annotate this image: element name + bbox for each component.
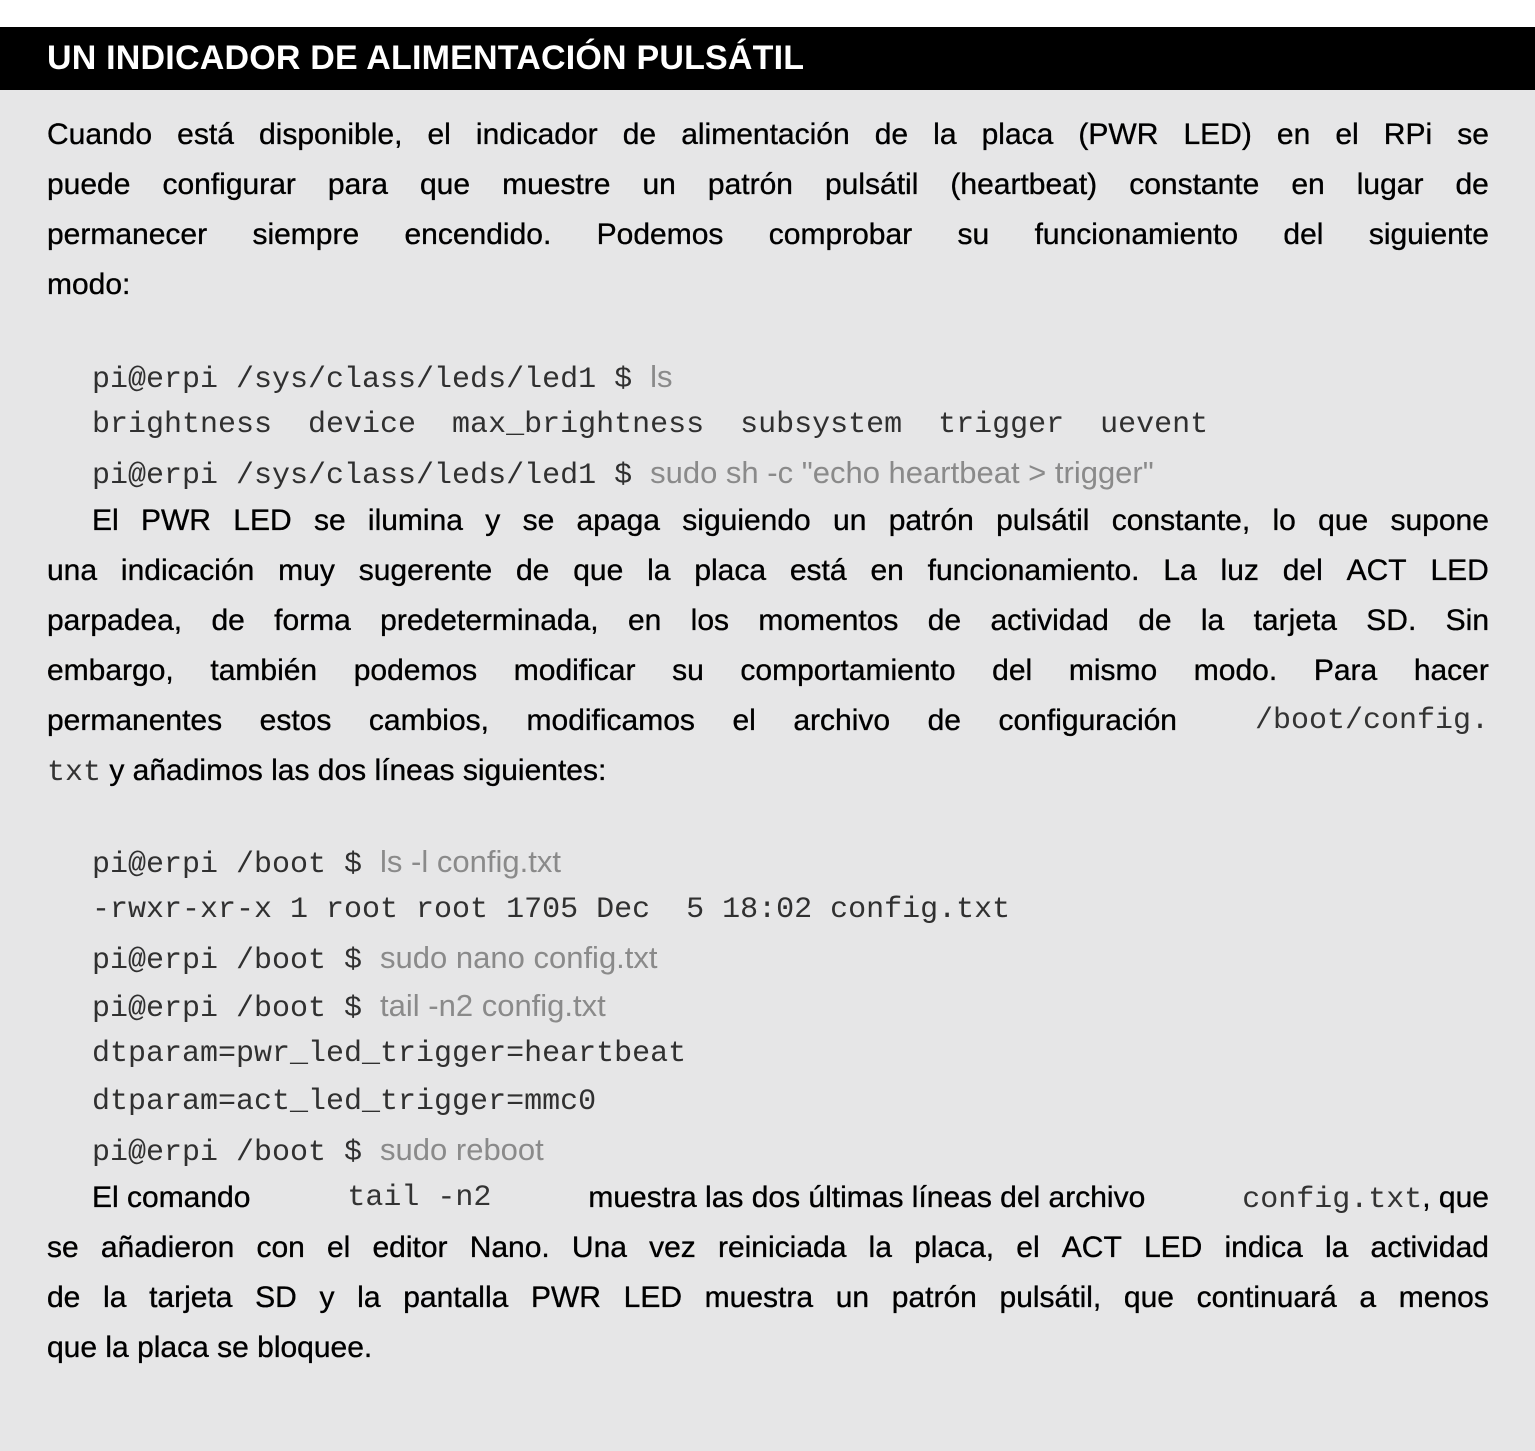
- terminal-prompt: pi@erpi /boot $: [92, 848, 381, 882]
- word: predeterminada,: [380, 604, 599, 637]
- text-line: [47, 210, 1489, 260]
- word: también: [210, 654, 318, 687]
- word: del: [1283, 218, 1324, 251]
- word: a: [1359, 1281, 1377, 1314]
- word: indica: [1224, 1231, 1303, 1264]
- file-path: /boot/config.: [1254, 704, 1489, 738]
- word: siguiendo: [682, 504, 811, 537]
- word: pantalla: [403, 1281, 509, 1314]
- word: LED): [1183, 118, 1252, 151]
- word: comportamiento: [740, 654, 956, 687]
- word: patrón: [891, 1281, 977, 1314]
- word: siguiente: [1368, 218, 1489, 251]
- word: está: [177, 118, 234, 151]
- word: la: [357, 1281, 381, 1314]
- text-line: [47, 1273, 1489, 1323]
- sidebar-box: [0, 27, 1535, 1451]
- word: continuará: [1196, 1281, 1337, 1314]
- terminal-prompt: pi@erpi /boot $: [92, 1136, 381, 1170]
- word: en: [870, 554, 904, 587]
- word: tarjeta: [1253, 604, 1337, 637]
- word: parpadea,: [47, 604, 183, 637]
- paragraph-tail: [47, 1173, 1489, 1373]
- word: el: [1335, 118, 1359, 151]
- word: placa: [981, 118, 1054, 151]
- terminal-prompt: pi@erpi /boot $: [92, 944, 381, 978]
- word: pulsátil: [825, 168, 919, 201]
- word: modificar: [513, 654, 636, 687]
- terminal-prompt: pi@erpi /sys/class/leds/led1 $: [92, 363, 651, 397]
- text-line: [47, 110, 1489, 160]
- word: los: [690, 604, 730, 637]
- text-words: muestra las dos últimas líneas del archivo: [588, 1181, 1146, 1214]
- word: patrón: [888, 504, 974, 537]
- word: Una: [571, 1231, 627, 1264]
- word: cambios,: [368, 704, 489, 737]
- word: supone: [1390, 504, 1489, 537]
- word: y: [485, 504, 501, 537]
- word: la: [103, 1281, 127, 1314]
- word: comprobar: [768, 218, 913, 251]
- word: embargo,: [47, 654, 174, 687]
- terminal-command-line: [92, 1126, 1492, 1174]
- word: patrón: [707, 168, 793, 201]
- text-line: [47, 1223, 1489, 1273]
- word: de: [874, 118, 909, 151]
- word: la: [868, 1231, 892, 1264]
- text-words: [47, 696, 1177, 746]
- word: apaga: [576, 504, 660, 537]
- word: tarjeta: [149, 1281, 233, 1314]
- word: está: [789, 554, 847, 587]
- word: editor: [372, 1231, 448, 1264]
- terminal-command: tail -n2 config.txt: [380, 988, 606, 1023]
- word: hacer: [1413, 654, 1489, 687]
- word: Para: [1313, 654, 1378, 687]
- word: indicador: [475, 118, 598, 151]
- word: la: [1200, 604, 1225, 637]
- word: El: [92, 504, 119, 537]
- word: muy: [278, 554, 335, 587]
- word: permanecer: [47, 218, 208, 251]
- word: indicación: [120, 554, 255, 587]
- word: para: [327, 168, 388, 201]
- terminal-command: ls -l config.txt: [380, 844, 561, 879]
- word: la: [1325, 1231, 1349, 1264]
- word: el: [427, 118, 451, 151]
- text-words: [1242, 1173, 1489, 1223]
- word: luz: [1220, 554, 1259, 587]
- word: actividad: [990, 604, 1109, 637]
- word: de: [47, 1281, 81, 1314]
- word: RPi: [1383, 118, 1433, 151]
- word: ilumina: [367, 504, 463, 537]
- word: estos: [259, 704, 332, 737]
- text-words: El comando: [92, 1181, 251, 1214]
- inline-code: config.txt: [1242, 1183, 1423, 1217]
- word: de: [1138, 604, 1172, 637]
- word: de: [927, 704, 961, 737]
- word: muestre: [502, 168, 611, 201]
- text-line: [47, 746, 1489, 796]
- word: PWR: [530, 1281, 601, 1314]
- word: pulsátil: [996, 504, 1090, 537]
- word: modificamos: [526, 704, 695, 737]
- word: la: [933, 118, 957, 151]
- word: archivo: [793, 704, 891, 737]
- word: que: [1123, 1281, 1174, 1314]
- word: de: [1455, 168, 1489, 201]
- word: sugerente: [358, 554, 493, 587]
- word: Cuando: [47, 118, 153, 151]
- terminal-command-line: [92, 982, 1492, 1030]
- word: ACT: [1346, 554, 1407, 587]
- text-line: [47, 1173, 1489, 1223]
- word: Sin: [1445, 604, 1489, 637]
- word: un: [833, 504, 867, 537]
- word: el: [1016, 1231, 1040, 1264]
- word: funcionamiento: [1034, 218, 1239, 251]
- word: un: [642, 168, 676, 201]
- word: en: [1276, 118, 1311, 151]
- word: en: [1291, 168, 1325, 201]
- word: actividad: [1370, 1231, 1489, 1264]
- word: se: [313, 504, 346, 537]
- text-line: [47, 496, 1489, 546]
- word: del: [1282, 554, 1323, 587]
- text-line: que la placa se bloquee.: [47, 1331, 373, 1364]
- terminal-command: ls: [650, 359, 673, 394]
- word: menos: [1398, 1281, 1489, 1314]
- word: puede: [47, 168, 131, 201]
- word: (PWR: [1078, 118, 1159, 151]
- word: encendido.: [404, 218, 552, 251]
- word: permanentes: [47, 704, 223, 737]
- word: el: [326, 1231, 351, 1264]
- word: y: [319, 1281, 335, 1314]
- word: con: [256, 1231, 305, 1264]
- word: muestra: [704, 1281, 814, 1314]
- text-words: , que: [1422, 1181, 1489, 1214]
- terminal-command-line: [92, 449, 1492, 497]
- word: placa: [694, 554, 767, 587]
- word: configurar: [162, 168, 296, 201]
- word: disponible,: [258, 118, 403, 151]
- inline-code: tail -n2: [347, 1181, 492, 1215]
- text-line: [47, 646, 1489, 696]
- word: momentos: [758, 604, 899, 637]
- word: LED: [623, 1281, 682, 1314]
- word: lugar: [1356, 168, 1424, 201]
- word: un: [835, 1281, 870, 1314]
- code-block-config: [92, 838, 1492, 1174]
- word: en: [627, 604, 662, 637]
- word: que: [573, 554, 624, 587]
- word: La: [1163, 554, 1197, 587]
- word: configuración: [998, 704, 1177, 737]
- terminal-command-line: [92, 934, 1492, 982]
- terminal-command: sudo reboot: [380, 1132, 544, 1167]
- word: placa,: [914, 1231, 995, 1264]
- word: LED: [1143, 1231, 1203, 1264]
- text-line: modo:: [47, 268, 131, 301]
- text-line: [47, 596, 1489, 646]
- file-path: txt: [47, 756, 102, 790]
- word: de: [622, 118, 657, 151]
- paragraph-act-led: [47, 496, 1489, 796]
- word: añadieron: [100, 1231, 235, 1264]
- terminal-prompt: pi@erpi /boot $: [92, 992, 381, 1026]
- word: constante: [1129, 168, 1260, 201]
- word: de: [211, 604, 245, 637]
- terminal-output-line: brightness device max_brightness subsystem trigger uevent: [92, 408, 1209, 442]
- terminal-output-line: -rwxr-xr-x 1 root root 1705 Dec 5 18:02 config.txt: [92, 893, 1011, 927]
- terminal-command-line: [92, 353, 1492, 401]
- word: la: [647, 554, 671, 587]
- terminal-output-line: dtparam=act_led_trigger=mmc0: [92, 1085, 597, 1119]
- word: una: [47, 554, 98, 587]
- title-bar: [0, 27, 1535, 90]
- word: constante,: [1111, 504, 1251, 537]
- section-title: UN INDICADOR DE ALIMENTACIÓN PULSÁTIL: [47, 39, 805, 77]
- terminal-command-line: [92, 838, 1492, 886]
- word: reiniciada: [717, 1231, 847, 1264]
- word: se: [1457, 118, 1489, 151]
- word: siempre: [252, 218, 360, 251]
- word: podemos: [353, 654, 478, 687]
- word: de: [515, 554, 550, 587]
- word: LED: [1430, 554, 1489, 587]
- word: forma: [274, 604, 351, 637]
- code-block-leds: [92, 353, 1492, 497]
- word: funcionamiento.: [927, 554, 1140, 587]
- word: que: [1318, 504, 1369, 537]
- text-line: [47, 546, 1489, 596]
- word: PWR: [140, 504, 211, 537]
- word: su: [957, 218, 990, 251]
- word: el: [732, 704, 756, 737]
- word: del: [992, 654, 1033, 687]
- text-words: y añadimos las dos líneas siguientes:: [101, 754, 607, 787]
- word: que: [419, 168, 471, 201]
- word: alimentación: [681, 118, 850, 151]
- word: SD.: [1366, 604, 1417, 637]
- word: su: [672, 654, 704, 687]
- terminal-prompt: pi@erpi /sys/class/leds/led1 $: [92, 459, 651, 493]
- terminal-command: sudo sh -c "echo heartbeat > trigger": [650, 455, 1154, 490]
- word: de: [927, 604, 962, 637]
- word: modo.: [1193, 654, 1278, 687]
- word: SD: [255, 1281, 297, 1314]
- text-line: [47, 696, 1489, 746]
- word: lo: [1272, 504, 1296, 537]
- paragraph-intro: [47, 110, 1489, 310]
- word: (heartbeat): [950, 168, 1098, 201]
- word: se: [522, 504, 555, 537]
- word: Nano.: [469, 1231, 550, 1264]
- terminal-command: sudo nano config.txt: [380, 940, 658, 975]
- word: se: [47, 1231, 79, 1264]
- word: Podemos: [596, 218, 724, 251]
- word: mismo: [1068, 654, 1158, 687]
- terminal-output-line: dtparam=pwr_led_trigger=heartbeat: [92, 1037, 687, 1071]
- text-line: [47, 160, 1489, 210]
- word: LED: [233, 504, 292, 537]
- word: ACT: [1061, 1231, 1122, 1264]
- word: vez: [649, 1231, 696, 1264]
- word: pulsátil,: [999, 1281, 1102, 1314]
